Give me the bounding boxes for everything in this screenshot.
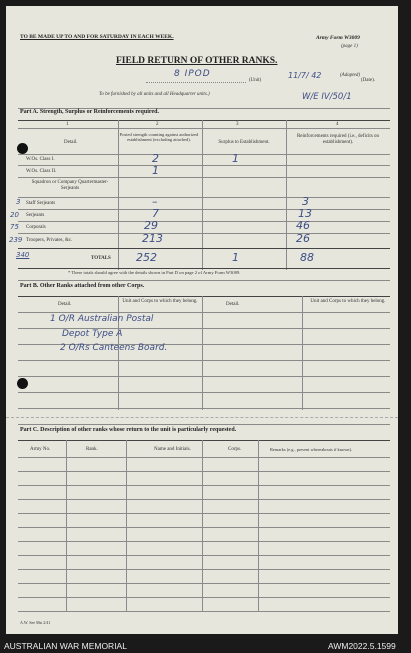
col-num-3: 3 <box>236 122 239 127</box>
col-num-2: 2 <box>156 122 159 127</box>
adapted-note: (Adapted) <box>340 73 360 78</box>
header-posted: Posted strength counting against authorized establishment (excluding attached). <box>119 132 199 142</box>
margin-note: 239 <box>9 236 23 244</box>
margin-note: 3 <box>16 198 21 206</box>
attached-entry: 1 O/R Australian Postal <box>50 314 154 324</box>
totals-note: * These totals should agree with the details shown in Part D on page 2 of Army Form W3009. <box>68 270 241 275</box>
col-num-1: 1 <box>66 122 69 127</box>
reinf-value: 46 <box>296 219 310 232</box>
posted-value: 1 <box>152 164 159 177</box>
row-label: Squadron or Company Quartermaster-Serjeants <box>31 180 109 191</box>
date-label: (Date). <box>361 78 376 83</box>
footer-bar <box>0 639 411 653</box>
punch-hole <box>17 143 28 154</box>
row-label: Serjeants <box>26 213 45 218</box>
total-reinf: 88 <box>300 251 314 264</box>
part-b-header-detail: Detail. <box>58 302 72 307</box>
part-c-header-army-no: Army No. <box>30 447 51 452</box>
row-label: Corporals <box>26 225 46 230</box>
reinf-value: 13 <box>298 207 312 220</box>
form-number: Army Form W3009 <box>316 35 360 41</box>
footer-source: AUSTRALIAN WAR MEMORIAL <box>4 641 127 651</box>
furnish-note: To be furnished by all units and all Headquarter units.) <box>99 92 210 97</box>
margin-note: 20 <box>10 211 19 219</box>
totals-label: TOTALS <box>91 256 111 261</box>
posted-value: 213 <box>142 232 163 245</box>
form-title: FIELD RETURN OF OTHER RANKS. <box>116 56 278 66</box>
unit-line <box>146 82 246 83</box>
total-posted: 252 <box>136 251 157 264</box>
part-b-title: Part B. Other Ranks attached from other Corps. <box>20 283 145 289</box>
row-label: W.Os. Class I. <box>26 157 55 162</box>
posted-value: 29 <box>144 219 158 232</box>
part-c-header-corps: Corps. <box>228 447 242 452</box>
attached-entry: Depot Type A <box>62 329 123 339</box>
margin-note: 75 <box>10 223 19 231</box>
part-c-header-remarks: Remarks (e.g., present whereabouts if known). <box>270 447 353 452</box>
footer-accession: AWM2022.5.1599 <box>328 641 396 651</box>
header-surplus: Surplus to Establishment. <box>218 140 270 145</box>
page-number: (page 1) <box>341 44 358 49</box>
posted-value: 2 <box>152 152 159 165</box>
punch-hole <box>17 378 28 389</box>
attached-entry: 2 O/Rs Canteens Board. <box>60 343 168 353</box>
row-label: Troopers, Privates, &c. <box>26 238 73 243</box>
part-b-header-detail-2: Detail. <box>226 302 240 307</box>
made-up-note: TO BE MADE UP TO AND FOR SATURDAY IN EACH WEEK. <box>20 34 174 40</box>
part-c-title: Part C. Description of other ranks whose return to the unit is particularly requested. <box>20 427 237 433</box>
posted-value: 7 <box>152 207 159 220</box>
part-a-title: Part A. Strength, Surplus or Reinforcements required. <box>20 109 159 115</box>
posted-value: – <box>152 195 158 208</box>
row-label: Staff Serjeants <box>26 201 56 206</box>
print-code: A.W. See Mst 2/41 <box>20 620 51 625</box>
we-note: W/E IV/50/1 <box>302 92 352 102</box>
part-c-header-rank: Rank. <box>86 447 98 452</box>
form-page <box>6 6 398 634</box>
header-detail: Detail. <box>64 140 78 145</box>
fold-line <box>6 417 398 418</box>
date-value: 11/7/ 42 <box>288 71 322 80</box>
unit-value: 8 IPOD <box>174 69 211 79</box>
part-b-header-unit: Unit and Corps to which they belong. <box>122 299 198 304</box>
reinf-value: 26 <box>296 232 310 245</box>
part-c-header-name: Name and Initials. <box>154 447 191 452</box>
col-num-4: 4 <box>336 122 339 127</box>
row-label: W.Os. Class II. <box>26 169 57 174</box>
total-surplus: 1 <box>232 251 239 264</box>
margin-total: 340 <box>16 251 30 259</box>
header-reinforcements: Reinforcements required (i.e., deficits on establishment). <box>296 134 380 145</box>
reinf-value: 3 <box>302 195 309 208</box>
unit-label: (Unit) <box>249 78 262 83</box>
surplus-value: 1 <box>232 152 239 165</box>
part-b-header-unit-2: Unit and Corps to which they belong. <box>310 299 386 304</box>
